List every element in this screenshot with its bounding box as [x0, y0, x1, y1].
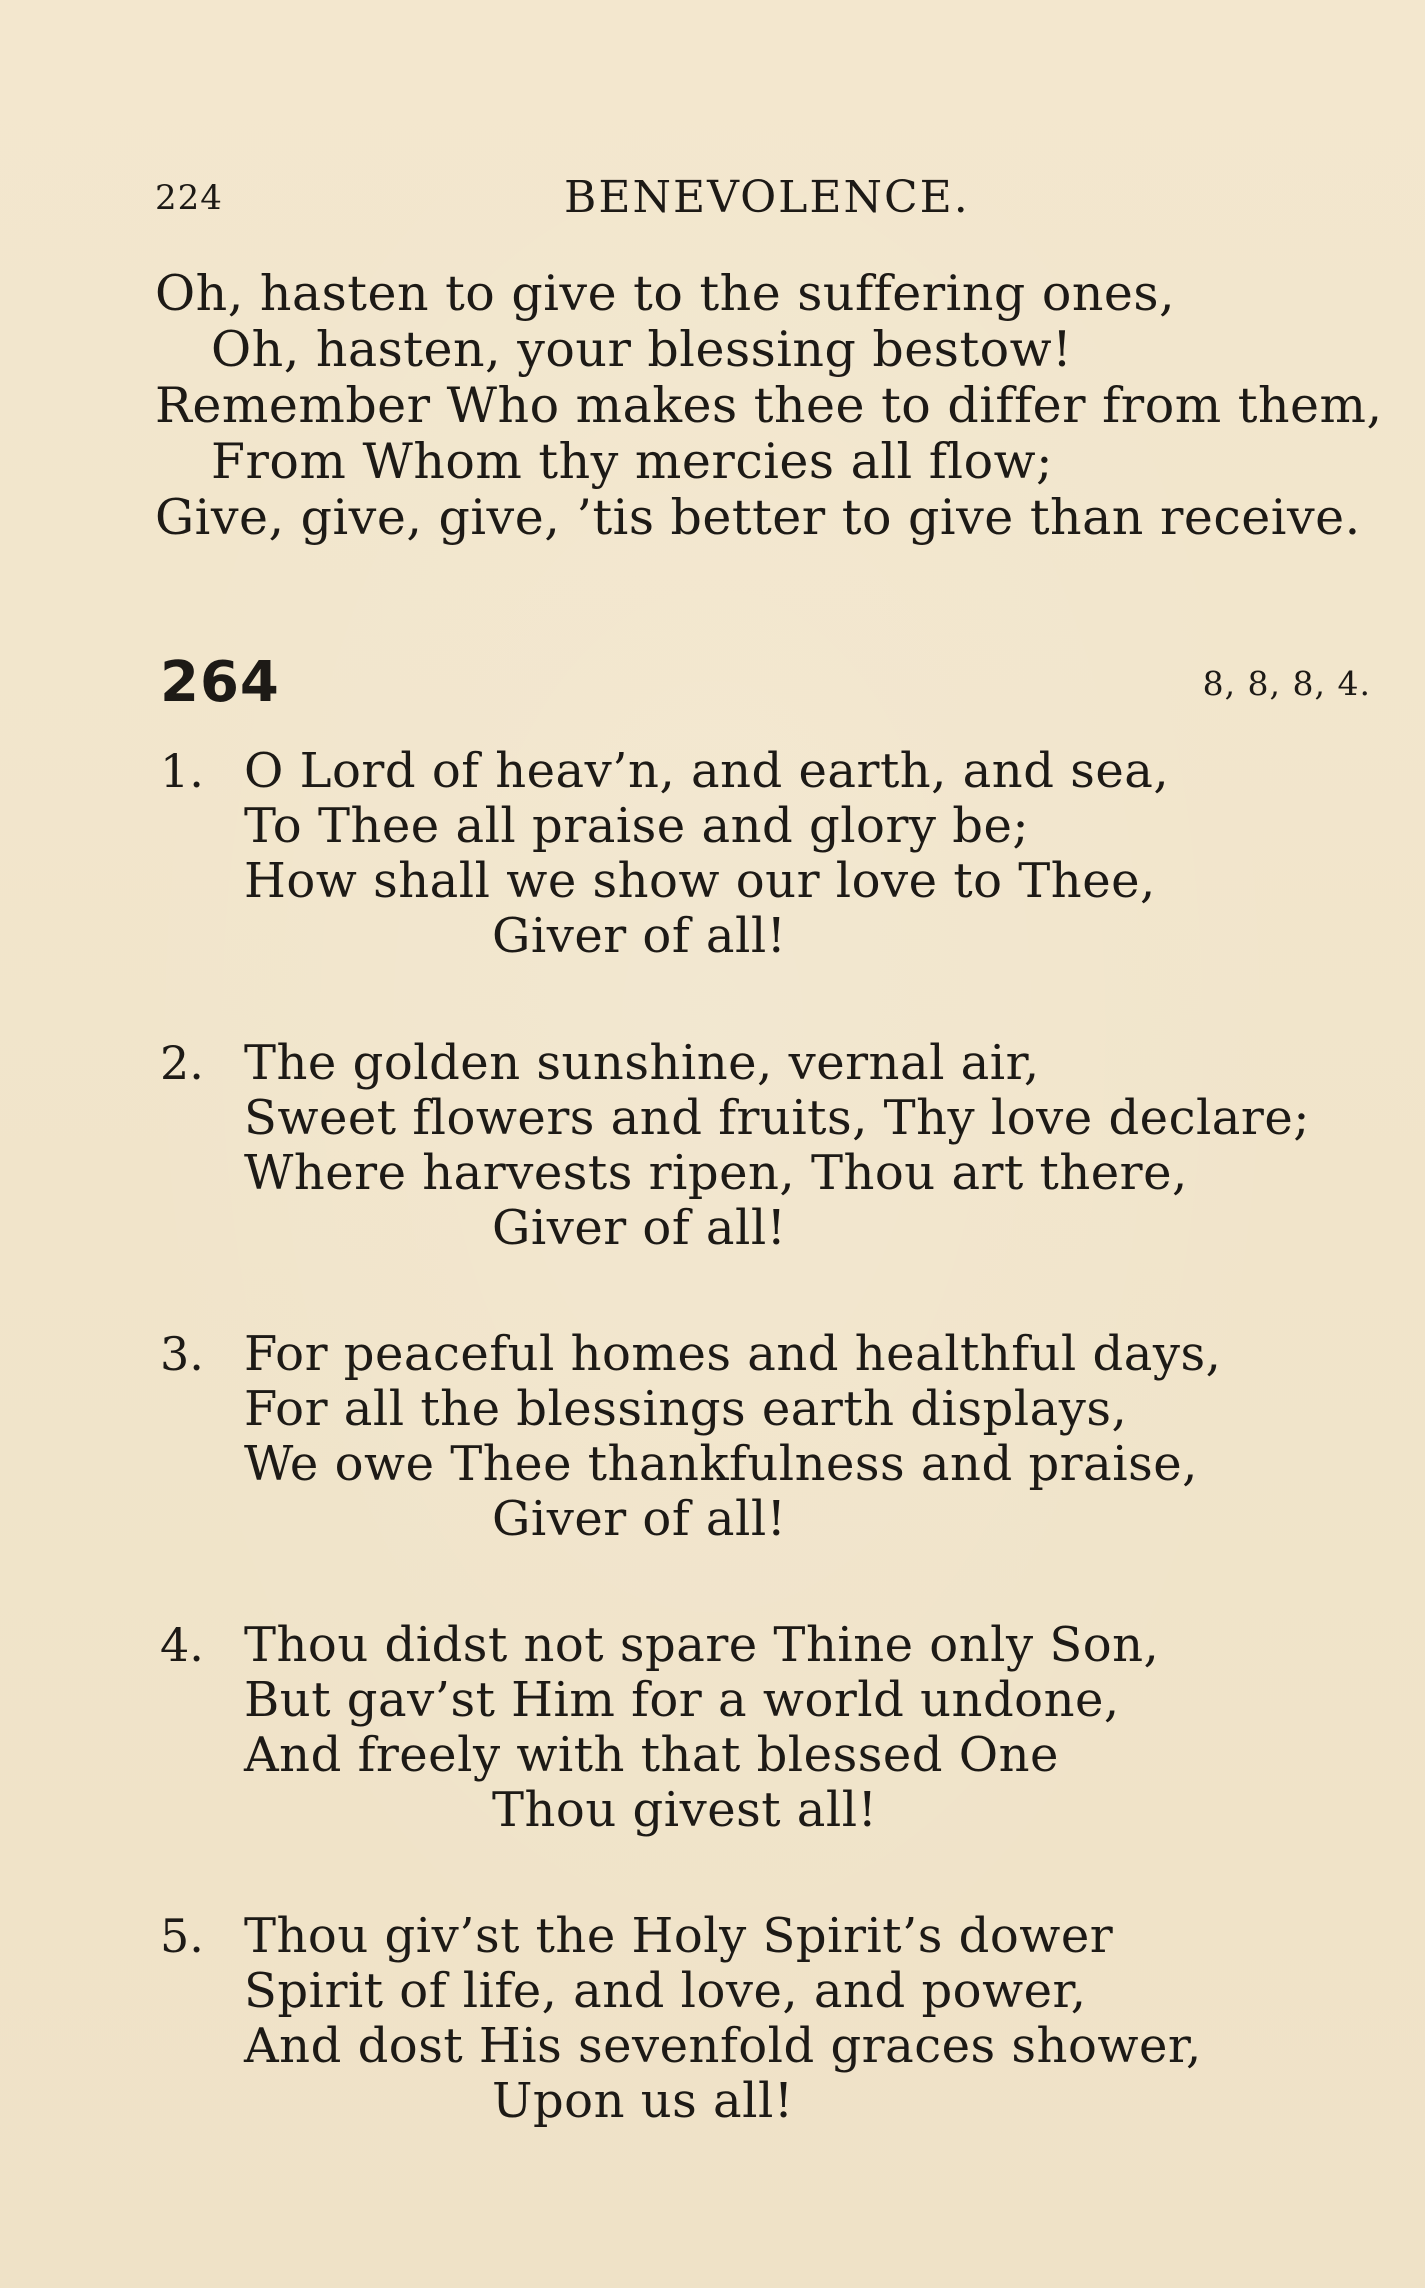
stanza-2 [160, 1036, 1400, 1256]
stanza-3 [160, 1327, 1400, 1547]
verse-line: And freely with that blessed One [244, 1727, 1059, 1783]
refrain-line: Upon us all! [492, 2073, 794, 2129]
refrain-line: Giver of all! [492, 1200, 787, 1256]
stanza-number: 1. [160, 744, 204, 798]
verse-line: Thou giv’st the Holy Spirit’s dower [244, 1908, 1114, 1964]
verse-line: Spirit of life, and love, and power, [244, 1963, 1087, 2019]
stanza-number: 2. [160, 1036, 204, 1090]
verse-line: O Lord of heav’n, and earth, and sea, [244, 743, 1170, 799]
verse-line: From Whom thy mercies all flow; [211, 433, 1054, 490]
verse-line: We owe Thee thankfulness and praise, [244, 1436, 1198, 1492]
hymn-heading [160, 650, 1395, 720]
verse-line: Thou didst not spare Thine only Son, [244, 1617, 1160, 1673]
refrain-line: Giver of all! [492, 1491, 787, 1547]
running-title: BENEVOLENCE. [564, 172, 970, 223]
verse-line: And dost His sevenfold graces shower, [244, 2018, 1202, 2074]
verse-line: To Thee all praise and glory be; [244, 798, 1030, 854]
verse-line: The golden sunshine, vernal air, [244, 1035, 1040, 1091]
stanza-4 [160, 1618, 1400, 1838]
verse-line: Sweet flowers and fruits, Thy love declare; [244, 1090, 1310, 1146]
stanza-1 [160, 744, 1400, 964]
stanza-number: 3. [160, 1327, 204, 1381]
refrain-line: Giver of all! [492, 908, 787, 964]
verse-line: For peaceful homes and healthful days, [244, 1326, 1222, 1382]
hymn-number: 264 [160, 650, 280, 715]
stanza-number: 5. [160, 1909, 204, 1963]
hymn-meter: 8, 8, 8, 4. [1202, 664, 1371, 703]
stanza-5 [160, 1909, 1400, 2129]
verse-line: But gav’st Him for a world undone, [244, 1672, 1120, 1728]
verse-line: Oh, hasten to give to the suffering ones, [155, 265, 1176, 322]
page-number: 224 [155, 178, 223, 218]
verse-line: Where harvests ripen, Thou art there, [244, 1145, 1188, 1201]
verse-line: Give, give, give, ’tis better to give than receive. [155, 489, 1361, 546]
verse-line: For all the blessings earth displays, [244, 1381, 1128, 1437]
page-header [0, 172, 1425, 222]
refrain-line: Thou givest all! [492, 1782, 878, 1838]
previous-hymn-ending [155, 266, 1395, 546]
stanza-number: 4. [160, 1618, 204, 1672]
verse-line: How shall we show our love to Thee, [244, 853, 1156, 909]
verse-line: Remember Who makes thee to differ from them, [155, 377, 1383, 434]
verse-line: Oh, hasten, your blessing bestow! [211, 321, 1073, 378]
